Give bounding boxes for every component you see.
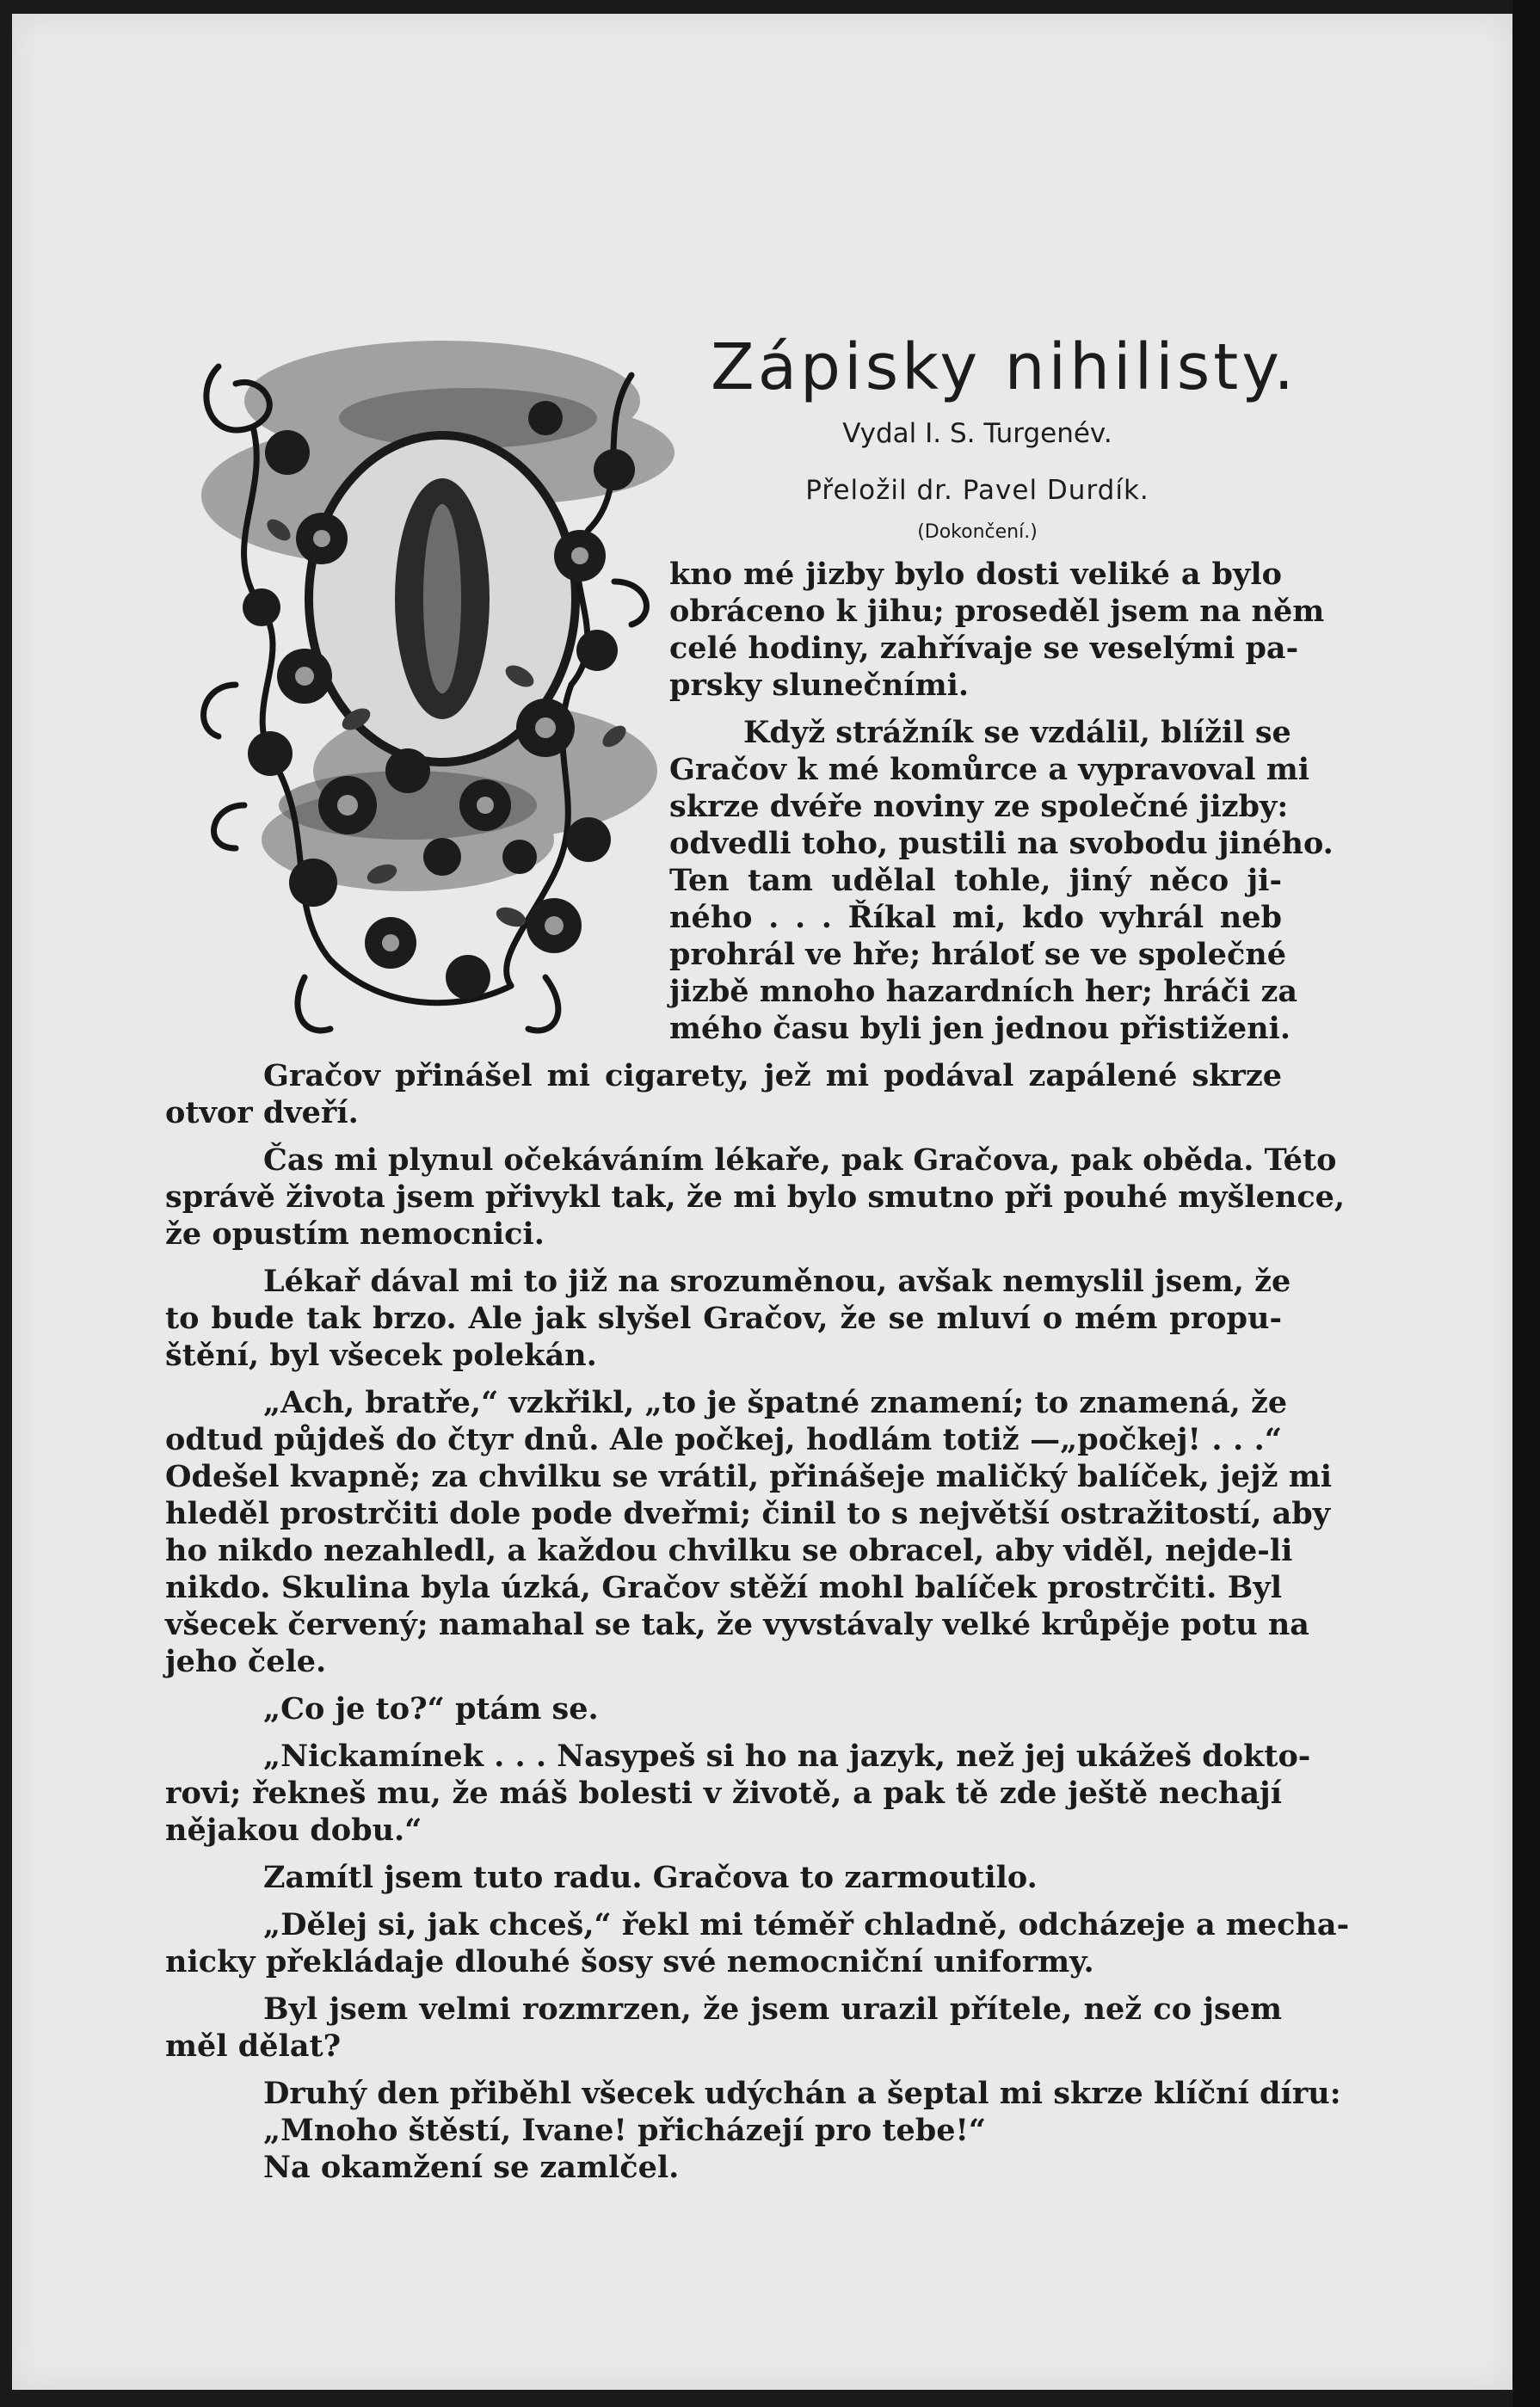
decorative-initial-o-icon (184, 323, 692, 1080)
text-line: prohrál ve hře; hráloť se ve společné (669, 937, 1286, 972)
text-line: nikdo. Skulina byla úzká, Gračov stěží mohl balíček prostrčiti. Byl (165, 1570, 1282, 1605)
text-line: ho nikdo nezahledl, a každou chvilku se obracel, aby viděl, nejde-li (165, 1533, 1293, 1568)
text-line: celé hodiny, zahřívaje se veselými pa- (669, 631, 1299, 666)
text-line: prsky slunečními. (669, 668, 970, 703)
text-line: „Ach, bratře,“ vzkřikl, „to je špatné znamení; to znamená, že (263, 1385, 1288, 1420)
article-title: Zápisky nihilisty. (711, 330, 1298, 404)
text-line: Lékař dával mi to již na srozuměnou, avšak nemyslil jsem, že (263, 1264, 1291, 1299)
text-line: jizbě mnoho hazardních her; hráči za (669, 974, 1298, 1009)
text-line: Byl jsem velmi rozmrzen, že jsem urazil přítele, než co jsem (263, 1991, 1282, 2027)
text-line: Druhý den přiběhl všecek udýchán a šeptal mi skrze klíční díru: (263, 2076, 1341, 2111)
text-line: měl dělat? (165, 2028, 342, 2064)
text-line: „Co je to?“ ptám se. (263, 1691, 599, 1727)
text-line: skrze dvéře noviny ze společné jizby: (669, 789, 1289, 824)
text-line: mého času byli jen jednou přistiženi. (669, 1011, 1291, 1046)
text-line: nějakou dobu.“ (165, 1813, 422, 1848)
article-translator: Přeložil dr. Pavel Durdík. (805, 475, 1149, 506)
text-line: Gračov přinášel mi cigarety, jež mi podával zapálené skrze (263, 1058, 1282, 1093)
text-line: ného . . . Říkal mi, kdo vyhrál neb (669, 900, 1282, 935)
text-line: správě života jsem přivykl tak, že mi bylo smutno při pouhé myšlence, (165, 1179, 1346, 1215)
book-page (12, 14, 1512, 2390)
text-line: Čas mi plynul očekáváním lékaře, pak Gračova, pak oběda. Této (263, 1142, 1337, 1178)
text-line: Zamítl jsem tuto radu. Gračova to zarmoutilo. (263, 1860, 1038, 1895)
text-line: všecek červený; namahal se tak, že vyvstávaly velké krůpěje potu na (165, 1607, 1309, 1642)
text-line: Odešel kvapně; za chvilku se vrátil, přinášeje maličký balíček, jejž mi (165, 1459, 1333, 1494)
text-line: Ten tam udělal tohle, jiný něco ji- (669, 863, 1282, 898)
text-line: „Nickamínek . . . Nasypeš si ho na jazyk, než jej ukážeš dokto- (263, 1739, 1311, 1774)
text-line: to bude tak brzo. Ale jak slyšel Gračov, že se mluví o mém propu- (165, 1301, 1282, 1336)
text-line: otvor dveří. (165, 1095, 359, 1130)
text-line: Když strážník se vzdálil, blížil se (743, 715, 1291, 750)
scan-border (1512, 0, 1540, 2407)
text-line: „Dělej si, jak chceš,“ řekl mi téměř chladně, odcházeje a mecha- (263, 1907, 1350, 1942)
text-line: štění, byl všecek polekán. (165, 1338, 597, 1373)
text-line: „Mnoho štěstí, Ivane! přicházejí pro tebe!“ (263, 2113, 987, 2148)
text-line: nicky překládaje dlouhé šosy své nemocniční uniformy. (165, 1944, 1094, 1979)
article-author: Vydal I. S. Turgenév. (842, 418, 1112, 449)
text-line: Gračov k mé komůrce a vypravoval mi (669, 752, 1310, 787)
text-line: odvedli toho, pustili na svobodu jiného. (669, 826, 1334, 861)
continuation-note: (Dokončení.) (917, 521, 1038, 543)
text-line: rovi; řekneš mu, že máš bolesti v životě, a pak tě zde ještě nechají (165, 1776, 1282, 1811)
text-line: že opustím nemocnici. (165, 1216, 545, 1252)
text-line: obráceno k jihu; proseděl jsem na něm (669, 594, 1325, 629)
text-line: hleděl prostrčiti dole pode dveřmi; činil to s největší ostražitostí, aby (165, 1496, 1331, 1531)
text-line: Na okamžení se zamlčel. (263, 2150, 680, 2185)
text-line: odtud půjdeš do čtyr dnů. Ale počkej, hodlám totiž —„počkej! . . .“ (165, 1422, 1282, 1457)
text-line: kno mé jizby bylo dosti veliké a bylo (669, 557, 1282, 592)
text-line: jeho čele. (165, 1644, 327, 1679)
